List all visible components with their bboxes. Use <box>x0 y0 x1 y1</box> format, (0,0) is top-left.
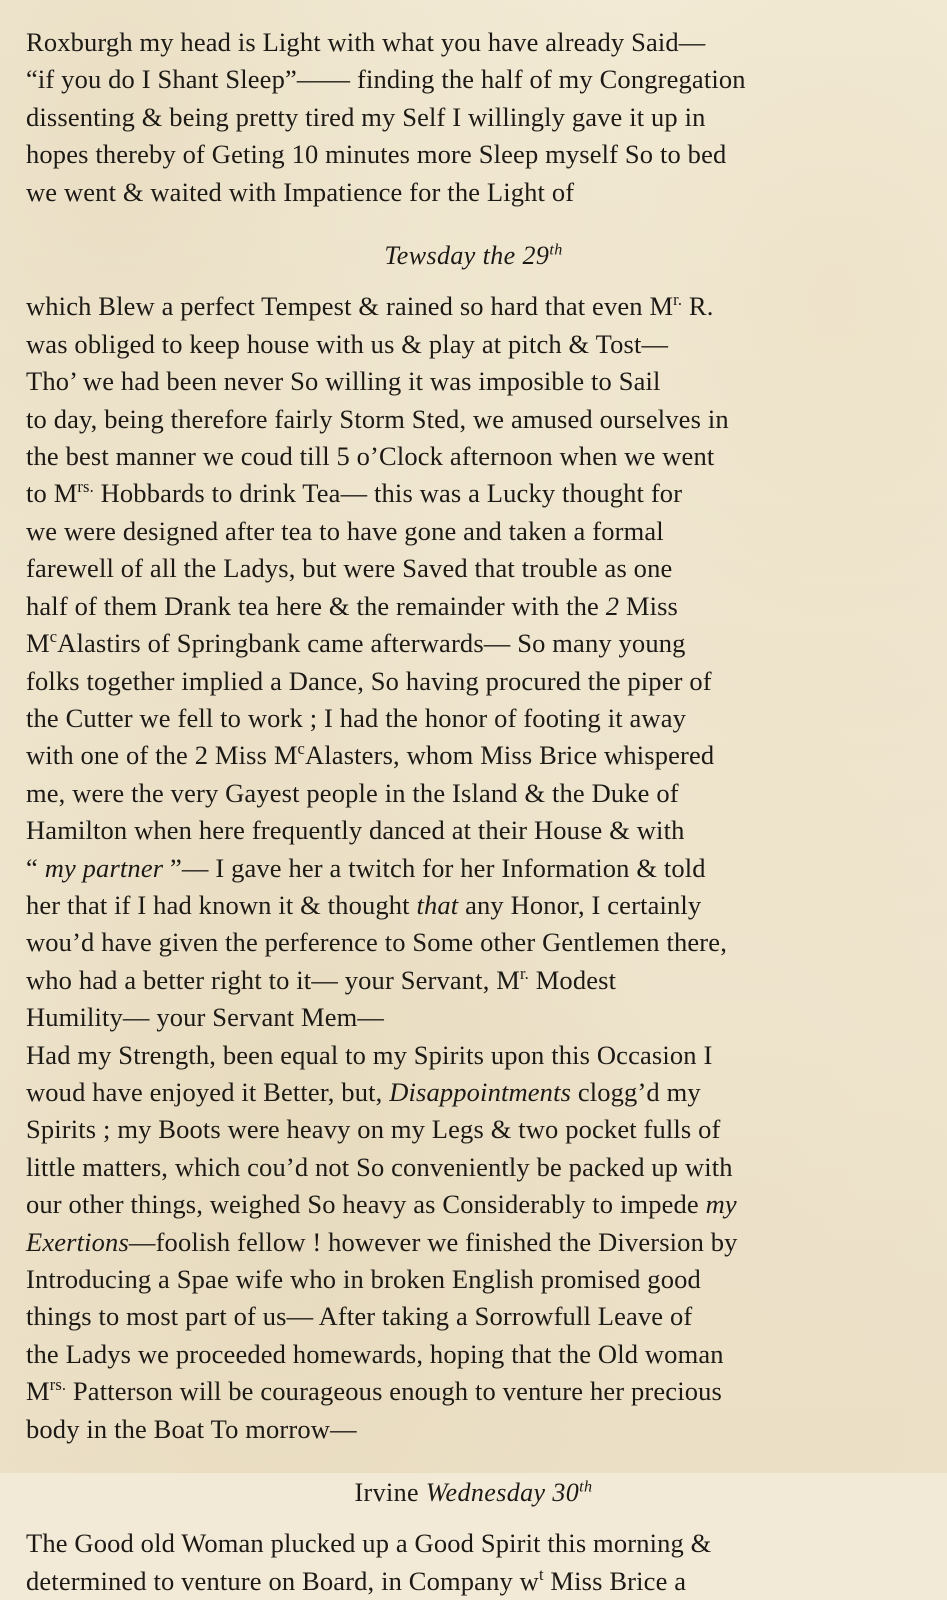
text-fragment: our other things, weighed So heavy as Considerably to impede <box>26 1189 706 1220</box>
text-fragment: —foolish fellow ! however we finished the Diversion by <box>128 1226 738 1257</box>
text-line <box>26 1224 921 1261</box>
abbrev-superscript: c <box>297 739 305 759</box>
text-line: farewell of all the Ladys, but were Saved that trouble as one <box>26 553 673 584</box>
text-italic: Exertions <box>26 1226 129 1257</box>
text-line: Hamilton when here frequently danced at their House & with <box>26 815 685 846</box>
abbrev-superscript: rs. <box>77 477 94 497</box>
date-heading-tuesday <box>26 237 921 274</box>
text-fragment: Miss <box>619 590 679 621</box>
text-line <box>26 1563 921 1600</box>
text-fragment: woud have enjoyed it Better, but, <box>26 1076 390 1107</box>
text-line: to day, being therefore fairly Storm Sted, we amused ourselves in <box>26 403 729 434</box>
text-fragment: half of them Drank tea here & the remainder with the <box>26 590 606 621</box>
text-line <box>26 588 921 625</box>
text-fragment: Alasters, whom Miss Brice whispered <box>305 740 715 771</box>
text-fragment: Alastirs of Springbank came afterwards— So many young <box>57 628 686 659</box>
paragraph-strength <box>26 1037 921 1448</box>
text-fragment: her that if I had known it & thought <box>26 889 417 920</box>
text-line: Introducing a Spae wife who in broken English promised good <box>26 1264 701 1294</box>
date-heading-place: Irvine <box>354 1478 426 1508</box>
text-line <box>26 1373 921 1410</box>
text-line: body in the Boat To morrow— <box>26 1413 357 1444</box>
text-fragment: which Blew a perfect Tempest & rained so hard that even M <box>26 291 674 322</box>
text-line: Humility— your Servant Mem— <box>26 1002 385 1033</box>
text-line: The Good old Woman plucked up a Good Spirit this morning & <box>26 1528 712 1559</box>
text-line <box>26 850 921 887</box>
text-fragment: who had a better right to it— your Servant, M <box>26 964 520 995</box>
text-line: the Cutter we fell to work ; I had the honor of footing it away <box>26 702 687 733</box>
text-fragment: clogg’d my <box>571 1076 701 1107</box>
text-fragment: any Honor, I certainly <box>458 889 702 920</box>
text-line <box>26 737 921 774</box>
text-italic: that <box>416 889 459 920</box>
text-line <box>26 625 921 662</box>
text-line: Spirits ; my Boots were heavy on my Legs & two pocket fulls of <box>26 1114 721 1145</box>
text-line: dissenting & being pretty tired my Self I willingly gave it up in <box>26 101 706 132</box>
text-line <box>26 962 921 999</box>
abbrev-superscript: t <box>538 1565 544 1585</box>
date-heading-text: Wednesday 30 <box>425 1478 580 1508</box>
date-heading-ordinal: th <box>579 1478 593 1496</box>
text-fragment: Miss Brice a <box>543 1565 687 1596</box>
text-line: Tho’ we had been never So willing it was imposible to Sail <box>26 366 661 397</box>
text-line: hopes thereby of Geting 10 minutes more Sleep myself So to bed <box>26 139 727 170</box>
text-line: we were designed after tea to have gone and taken a formal <box>26 515 664 546</box>
text-italic: my partner <box>44 852 164 883</box>
date-heading-wednesday <box>26 1474 921 1511</box>
text-line: wou’d have given the perference to Some other Gentlemen there, <box>26 927 727 958</box>
date-heading-text: Tewsday the 29 <box>384 241 550 271</box>
text-fragment: “ <box>26 852 45 883</box>
text-line: little matters, which cou’d not So conveniently be packed up with <box>26 1151 733 1182</box>
text-line: we went & waited with Impatience for the Light of <box>26 176 575 207</box>
abbrev-superscript: r. <box>673 290 683 310</box>
text-line: was obliged to keep house with us & play at pitch & Tost— <box>26 328 669 359</box>
page-text-body <box>26 24 921 1600</box>
text-line: Roxburgh my head is Light with what you have already Said— <box>26 27 706 57</box>
paragraph-wednesday <box>26 1525 921 1600</box>
text-line: the Ladys we proceeded homewards, hoping that the Old woman <box>26 1338 724 1369</box>
text-fragment: R. <box>682 291 714 322</box>
text-line: “if you do I Shant Sleep”—— finding the half of my Congregation <box>26 64 746 95</box>
abbrev-superscript: c <box>49 627 58 647</box>
text-italic: my <box>705 1189 737 1220</box>
text-fragment: M <box>26 1376 50 1407</box>
text-fragment: M <box>26 628 50 659</box>
text-italic: Disappointments <box>389 1076 572 1107</box>
text-line <box>26 887 921 924</box>
text-line: the best manner we coud till 5 o’Clock afternoon when we went <box>26 441 715 472</box>
text-fragment: Patterson will be courageous enough to venture her precious <box>66 1376 722 1407</box>
text-fragment: to M <box>26 478 78 509</box>
text-line: Had my Strength, been equal to my Spirits upon this Occasion I <box>26 1039 713 1070</box>
text-line: things to most part of us— After taking a Sorrowfull Leave of <box>26 1301 693 1332</box>
text-line <box>26 1186 921 1223</box>
text-line: folks together implied a Dance, So having procured the piper of <box>26 665 712 696</box>
text-italic: 2 <box>605 590 620 621</box>
text-fragment: with one of the 2 Miss M <box>26 740 298 771</box>
text-line: me, were the very Gayest people in the Island & the Duke of <box>26 777 679 808</box>
paragraph-opening <box>26 24 921 211</box>
text-line <box>26 475 921 512</box>
text-fragment: Modest <box>528 964 617 995</box>
abbrev-superscript: rs. <box>49 1375 67 1395</box>
paragraph-tuesday <box>26 288 921 1036</box>
date-heading-ordinal: th <box>549 241 563 259</box>
text-fragment: determined to venture on Board, in Company w <box>26 1565 539 1596</box>
abbrev-superscript: r. <box>519 963 529 983</box>
text-line <box>26 1074 921 1111</box>
text-fragment: ”— I gave her a twitch for her Information & told <box>163 852 706 883</box>
text-fragment: Hobbards to drink Tea— this was a Lucky thought for <box>93 478 683 509</box>
